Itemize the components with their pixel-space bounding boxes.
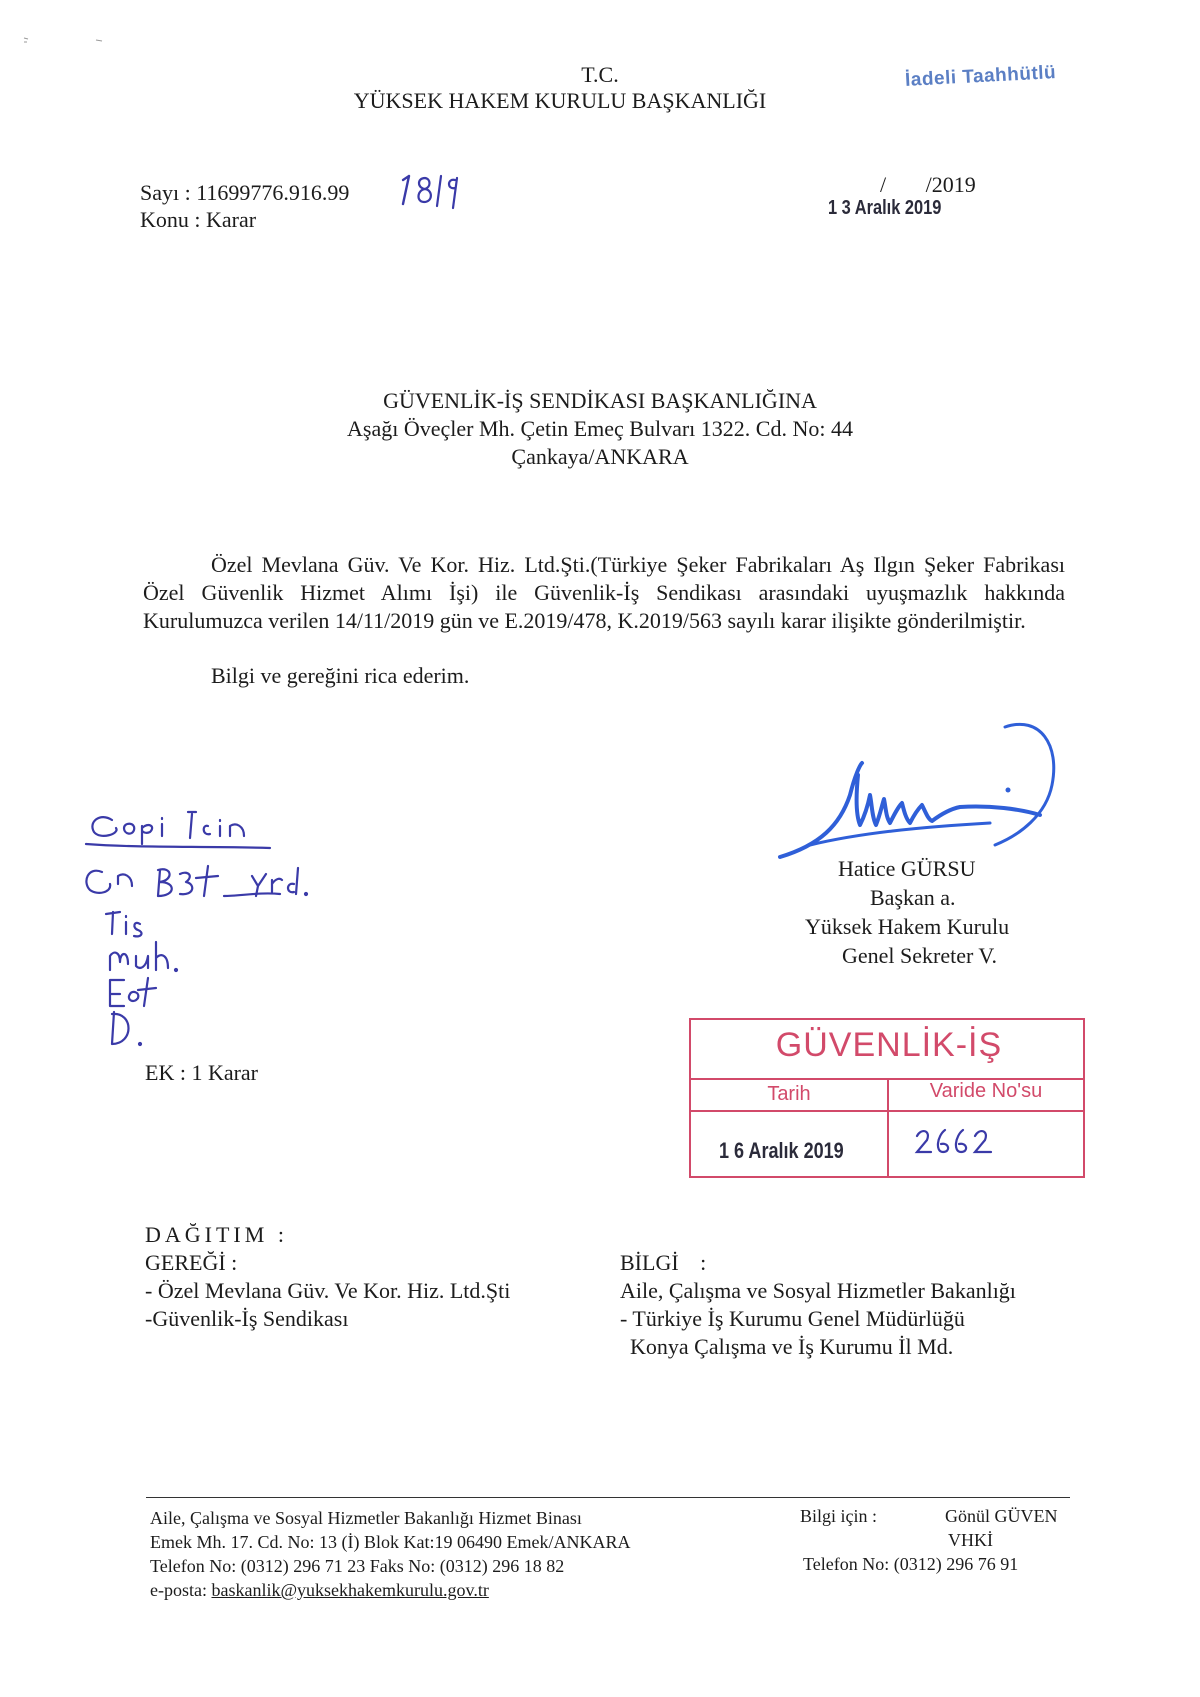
distribution-title: DAĞITIM : — [145, 1222, 288, 1247]
date-printed: / /2019 — [880, 172, 976, 197]
attachment-line: EK : 1 Karar — [145, 1060, 259, 1085]
header-organization-text: YÜKSEK HAKEM KURULU BAŞKANLIĞI — [353, 88, 767, 113]
footer-info-phone: Telefon No: (0312) 296 76 91 — [803, 1554, 1019, 1574]
info-recipients-title: BİLGİ : — [620, 1250, 707, 1275]
signature-icon — [760, 705, 1090, 875]
signatory-role-2: Yüksek Hakem Kurulu — [805, 914, 1010, 939]
body-paragraph: Özel Mevlana Güv. Ve Kor. Hiz. Ltd.Şti.(Türkiye Şeker Fabrikaları Aş Ilgın Şeker Fabrikası Özel Güvenlik Hizmet Alımı İşi) ile Güvenlik-İş Sendikası arasındaki uyuşmazlık hakkında Kurulumuzca verilen 14/11/2019 gün ve E.2019/478, K.2019/563 sayılı karar ilişikte gönderilmiştir. — [143, 552, 1065, 633]
addressee-name: GÜVENLİK-İŞ SENDİKASI BAŞKANLIĞINA — [383, 388, 817, 413]
handwritten-note-icon — [80, 800, 320, 1050]
reference-number: Sayı : 11699776.916.99 — [140, 180, 350, 205]
footer-info-label: Bilgi için : — [800, 1506, 878, 1526]
footer-info-title: VHKİ — [948, 1530, 993, 1550]
addressee-city: Çankaya/ANKARA — [511, 444, 689, 469]
footer-email-label: e-posta: — [150, 1580, 212, 1600]
header-country: T.C. — [581, 62, 619, 87]
action-recipient: -Güvenlik-İş Sendikası — [145, 1306, 349, 1331]
addressee-street: Aşağı Öveçler Mh. Çetin Emeç Bulvarı 1322. Cd. No: 44 — [347, 416, 853, 441]
info-recipient: Aile, Çalışma ve Sosyal Hizmetler Bakanlığı — [620, 1278, 1016, 1303]
handwritten-reference — [397, 168, 467, 221]
footer-info-name: Gönül GÜVEN — [945, 1506, 1058, 1526]
date-stamp: 1 3 Aralık 2019 — [828, 197, 942, 219]
footer-divider — [146, 1497, 1070, 1498]
info-recipient: Konya Çalışma ve İş Kurumu İl Md. — [630, 1334, 954, 1359]
footer-phone: Telefon No: (0312) 296 71 23 Faks No: (0312) 296 18 82 — [150, 1556, 565, 1576]
received-stamp-date: 1 6 Aralık 2019 — [719, 1138, 844, 1163]
footer-address-1: Aile, Çalışma ve Sosyal Hizmetler Bakanlığı Hizmet Binası — [150, 1508, 582, 1528]
action-recipient: - Özel Mevlana Güv. Ve Kor. Hiz. Ltd.Şti — [145, 1278, 511, 1303]
closing-sentence: Bilgi ve gereğini rica ederim. — [211, 663, 470, 688]
action-recipients-title: GEREĞİ : — [145, 1250, 238, 1275]
received-stamp-title: GÜVENLİK-İŞ — [775, 1026, 1003, 1064]
scan-marks — [22, 34, 112, 54]
signatory-role-1: Başkan a. — [870, 885, 956, 910]
received-stamp-number-svg — [913, 1122, 1003, 1162]
header-organization — [0, 88, 1200, 114]
signatory-name: Hatice GÜRSU — [838, 856, 976, 881]
registered-mail-stamp: İadeli Taahhütlü — [904, 62, 1057, 91]
info-recipient: - Türkiye İş Kurumu Genel Müdürlüğü — [620, 1306, 965, 1331]
footer-email-link[interactable]: baskanlik@yuksekhakemkurulu.gov.tr — [211, 1580, 489, 1600]
received-stamp — [689, 1018, 1085, 1178]
footer-address-2: Emek Mh. 17. Cd. No: 13 (İ) Blok Kat:19 06490 Emek/ANKARA — [150, 1532, 631, 1552]
received-stamp-date-label: Tarih — [767, 1083, 811, 1105]
handwritten-reference-svg — [397, 168, 467, 212]
signatory-role-3: Genel Sekreter V. — [842, 943, 997, 968]
received-stamp-number-label: Varide No'su — [929, 1080, 1043, 1102]
subject: Konu : Karar — [140, 207, 257, 232]
footer-email-line — [150, 1580, 489, 1601]
received-stamp-number — [913, 1122, 1003, 1170]
